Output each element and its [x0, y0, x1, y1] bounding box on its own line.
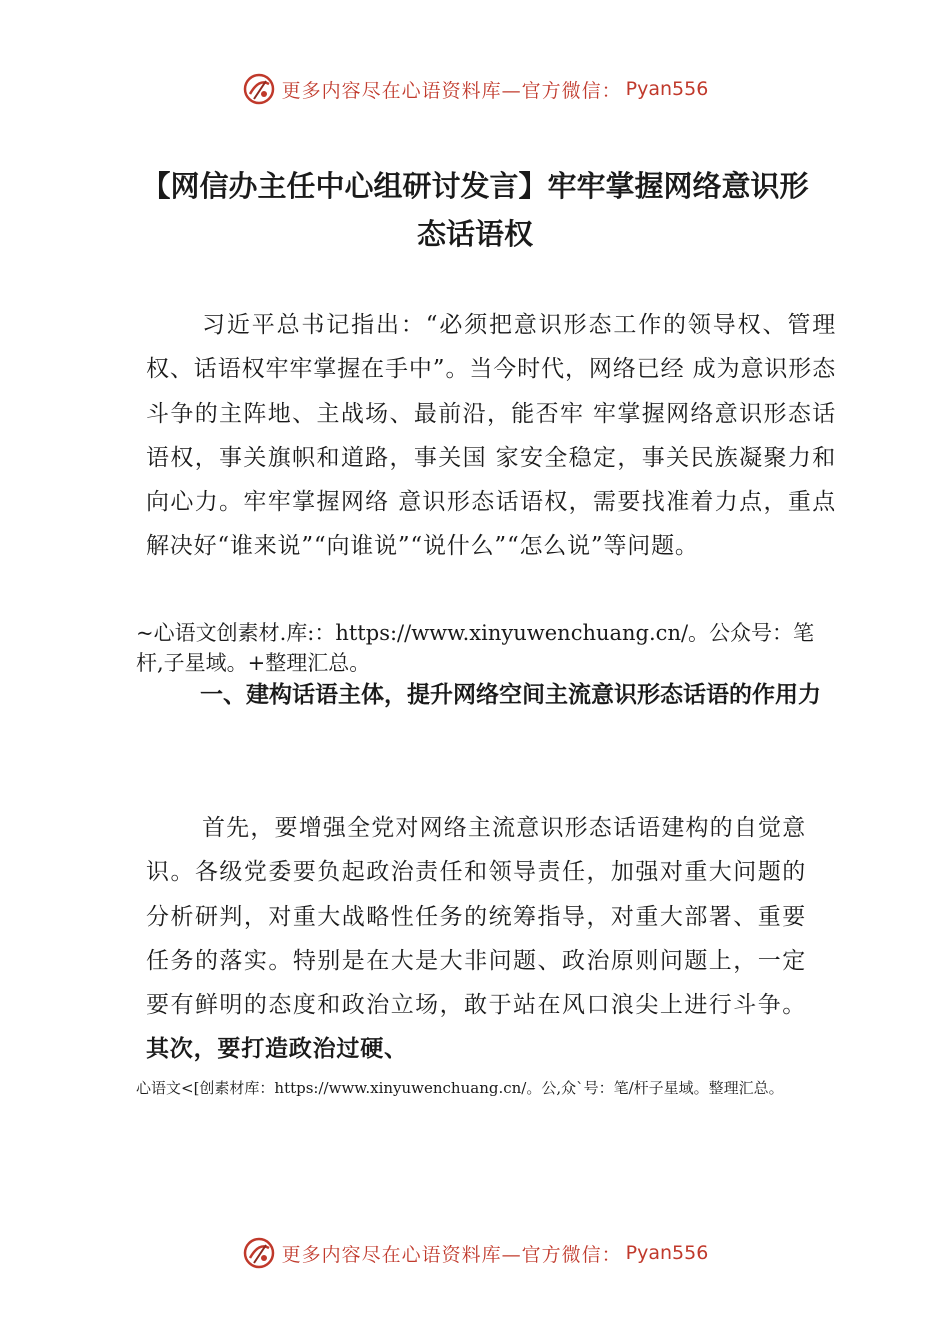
page-footnote: 心语文<[创素材库：https://www.xinyuwenchuang.cn/。公,众`号：笔/杆子星域。整理汇总。 — [136, 1079, 784, 1097]
banner-text: 更多内容尽在心语资料库—官方微信： — [281, 1243, 622, 1266]
intro-paragraph: 习近平总书记指出：“必须把意识形态工作的领导权、管理权、话语权牢牢掌握在手中”。当今时代，网络已经 成为意识形态斗争的主阵地、主战场、最前沿，能否牢 牢掌握网络意识形态话语权，事关旗帜和道路，事关国 家安全稳定，事关民族凝聚力和向心力。牢牢掌握网络 意识形态话语权，需要找准着力点，重点解决好“谁来说”“向谁说”“说什么”“怎么说”等问题。 — [146, 312, 836, 560]
header-banner — [0, 72, 950, 106]
section-1-bold-text: 其次，要打造政治过硬、 — [146, 1035, 408, 1063]
footer-banner — [0, 1236, 950, 1270]
brand-logo-icon — [242, 1236, 276, 1270]
banner-text: 更多内容尽在心语资料库—官方微信： — [281, 79, 622, 102]
section-1-paragraph — [146, 806, 806, 1072]
document-title: 【网信办主任中心组研讨发言】牢牢掌握网络意识形态话语权 — [141, 169, 809, 251]
section-heading-1: 一、建构话语主体，提升网络空间主流意识形态话语的作用力 — [200, 682, 821, 708]
inline-watermark-text: ~心语文创素材.库:：https://www.xinyuwenchuang.cn/。公众号：笔杆,子星域。+整理汇总。 — [136, 621, 815, 675]
section-1-text: 首先，要增强全党对网络主流意识形态话语建构的自觉意识。各级党委要负起政治责任和领导责任，加强对重大问题的分析研判，对重大战略性任务的统筹指导，对重大部署、重要任务的落实。特别是在大是大非问题、政治原则问题上，一定要有鲜明的态度和政治立场，敢于站在风口浪尖上进行斗争。 — [146, 815, 806, 1019]
brand-logo-icon — [242, 72, 276, 106]
banner-wechat-id: Pyan556 — [625, 1242, 709, 1264]
banner-wechat-id: Pyan556 — [625, 78, 709, 100]
